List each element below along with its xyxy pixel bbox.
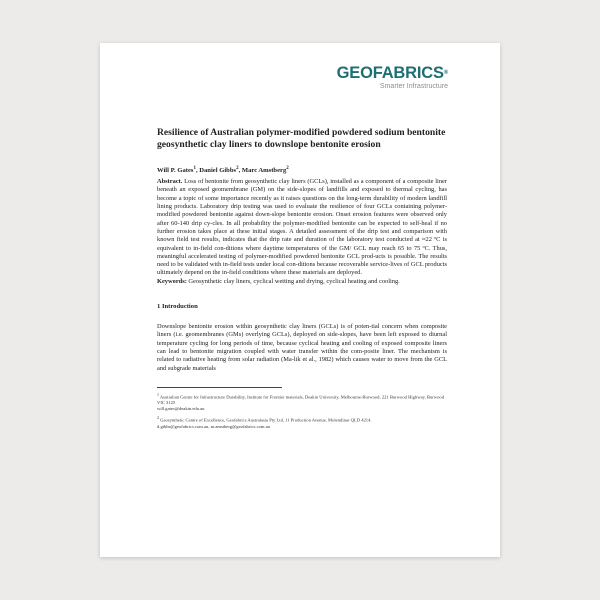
logo-trademark: ® [443,70,448,76]
author-separator: , [238,167,242,175]
footnote-2 [157,415,447,430]
footnote-divider [157,387,282,388]
footnote-text: Geosynthetic Centre of Excellence, Geofabrics Australasia Pty Ltd, 11 Production Avenue, Molendinar QLD 4214. [159,417,372,423]
logo-brand-text: GEOFABRICS [336,64,444,82]
abstract-label: Abstract. [157,178,183,186]
footnote-1 [157,392,447,413]
author-affiliation-mark: 1 [193,166,196,171]
paper-title: Resilience of Australian polymer-modified powdered sodium bentonite geosynthetic clay liners to downslope bentonite erosion [157,127,446,150]
document-page [100,43,500,557]
keywords [157,278,447,286]
author-name: Will P. Gates [157,167,194,175]
author-list [157,164,447,175]
introduction-text: Downslope bentonite erosion within geosynthetic clay liners (GCLs) is of poten-tial concern when composite liners (i.e. geomembranes (GMs) overlying GCLs), deployed on side-slopes, have been left exposed to diurnal temperature cycling for long periods of time, because cyclical heating and cooling of exposed composite liners can lead to bentonite migration coupled with water transfer within the com-posite liner. The mechanism is related to radiative heating from solar radiation (Ma-lik et al., 1982) which causes water to move from the GCL and subgrade materials [157,323,447,372]
footnote-mark: 1 [157,391,159,397]
section-heading: 1 Introduction [157,303,198,311]
author-name: Daniel Gibbs [199,167,237,175]
geofabrics-logo [337,65,448,91]
abstract-text: Loss of bentonite from geosynthetic clay liners (GCLs), installed as a component of a composite liner beneath an exposed geomembrane (GM) on the side-slopes of landfills and exposed to thermal cycling, has become a topic of some importance recently as it raises questions on the long-term durability of modern landfill lining products. Laboratory drip testing was used to evaluate the resilience of four GCLs containing polymer-modified powdered bentonite against down-slope bentonite erosion. Onset erosion features were observed only after 60-140 drip cy-cles. In all probability the polymer-modified bentonite can be expected to self-heal if no further erosion takes place at these initial stages. A detailed assessment of the drip test and comparison with known field test results, indicates that the drip rate and duration of the laboratory test conducted at ≈22 ºC is equivalent to in-field con-ditions where daytime temperatures of the GM/ GCL may reach 65 to 75 ºC. Thus, meaningful accelerated testing of polymer-modified powdered bentonite GCL prod-ucts is possible. The results need to be validated with in-field tests under local con-ditions because recoverable service-lives of GCL products ultimately depend on the in-field conditions where these materials are deployed. [157,178,447,277]
footnote-text: Australian Centre for Infrastructure Durability, Institute for Frontier materials, Deakin University, Melbourne-Burwood, 221 Burwood Highway, Burwood VIC 3125 [157,394,445,406]
footnote-email: d.gibbs@geofabrics.com.au, m.amstberg@geofabrics.com.au [157,423,270,429]
paper-body [157,127,447,430]
abstract [157,178,447,278]
keywords-label: Keywords: [157,277,187,285]
footnote-email: will.gates@deakin.edu.au [157,406,205,412]
footnote-mark: 2 [157,415,159,421]
keywords-text: Geosynthetic clay liners, cyclical wetting and drying, cyclical heating and cooling. [186,277,400,285]
author-separator: , [195,167,200,175]
logo-tagline: Smarter Infrastructure [379,83,448,90]
author-name: Marc Amstberg [241,167,287,175]
author-affiliation-mark: 2 [286,166,289,171]
author-affiliation-mark: 2 [236,166,239,171]
